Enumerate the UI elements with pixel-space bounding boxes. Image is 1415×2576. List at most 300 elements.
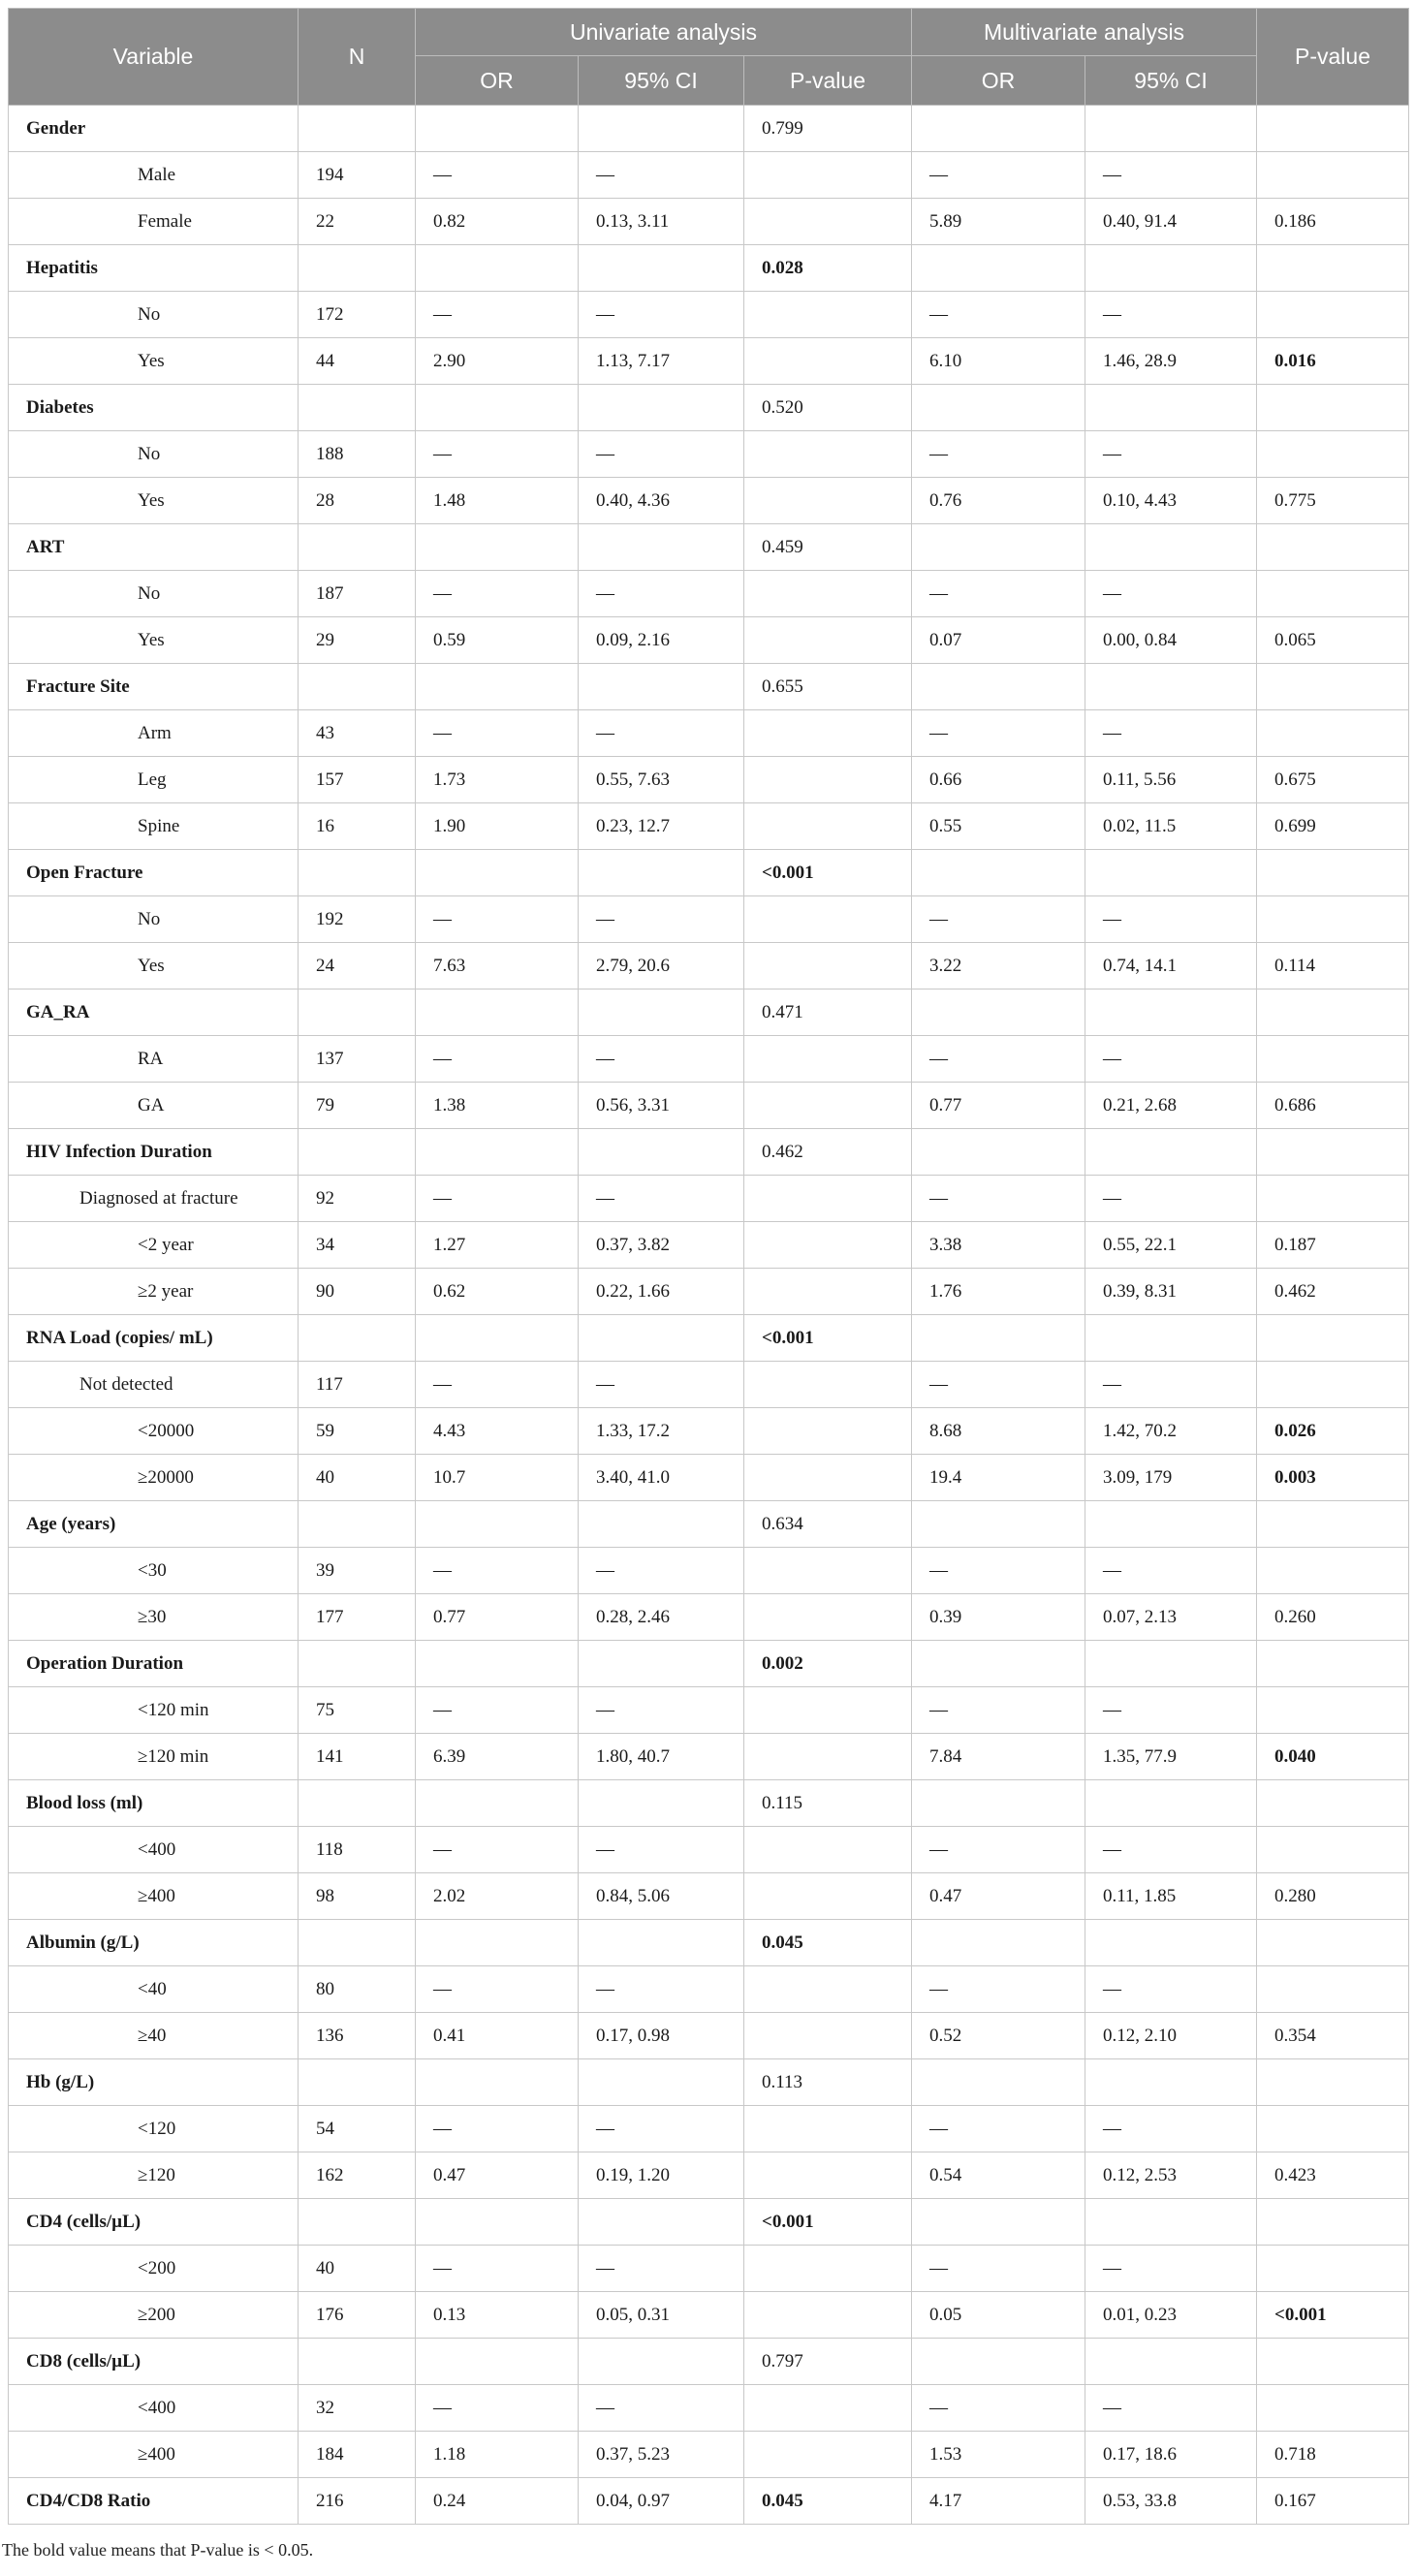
cell-uni-ci: 0.17, 0.98 <box>579 2013 744 2059</box>
cell-n: 137 <box>299 1036 416 1083</box>
cell-n: 28 <box>299 478 416 524</box>
cell-n <box>299 385 416 431</box>
cell-uni-or: 0.82 <box>416 199 579 245</box>
cell-uni-pvalue <box>744 1176 912 1222</box>
cell-uni-ci: — <box>579 1966 744 2013</box>
cell-multi-ci: 0.21, 2.68 <box>1085 1083 1257 1129</box>
header-multivariate: Multivariate analysis <box>912 9 1257 56</box>
cell-n: 43 <box>299 710 416 757</box>
cell-variable: Fracture Site <box>9 664 299 710</box>
table-row <box>9 338 1409 385</box>
cell-variable: Arm <box>9 710 299 757</box>
cell-multi-ci <box>1085 106 1257 152</box>
table-group-row <box>9 106 1409 152</box>
cell-uni-ci: 0.56, 3.31 <box>579 1083 744 1129</box>
cell-n <box>299 1315 416 1362</box>
cell-uni-or: 1.73 <box>416 757 579 803</box>
cell-uni-or: — <box>416 2385 579 2432</box>
cell-multi-or: — <box>912 710 1085 757</box>
cell-uni-ci: 3.40, 41.0 <box>579 1455 744 1501</box>
table-group-row <box>9 1501 1409 1548</box>
cell-multi-pvalue: 0.686 <box>1257 1083 1409 1129</box>
cell-multi-pvalue <box>1257 245 1409 292</box>
cell-multi-or: — <box>912 152 1085 199</box>
table-row <box>9 1966 1409 2013</box>
cell-uni-or: — <box>416 2246 579 2292</box>
cell-multi-or: 0.05 <box>912 2292 1085 2339</box>
cell-variable: Leg <box>9 757 299 803</box>
table-row <box>9 1594 1409 1641</box>
cell-multi-ci: 0.74, 14.1 <box>1085 943 1257 990</box>
cell-multi-ci: — <box>1085 1827 1257 1873</box>
cell-variable: Yes <box>9 617 299 664</box>
cell-multi-pvalue <box>1257 431 1409 478</box>
cell-multi-pvalue <box>1257 1966 1409 2013</box>
cell-multi-pvalue <box>1257 1362 1409 1408</box>
cell-variable: Not detected <box>9 1362 299 1408</box>
cell-variable: RNA Load (copies/ mL) <box>9 1315 299 1362</box>
cell-variable: CD4/CD8 Ratio <box>9 2478 299 2525</box>
cell-n <box>299 524 416 571</box>
cell-uni-or <box>416 524 579 571</box>
cell-uni-pvalue <box>744 710 912 757</box>
cell-uni-or <box>416 1129 579 1176</box>
cell-n: 44 <box>299 338 416 385</box>
cell-uni-pvalue: 0.045 <box>744 1920 912 1966</box>
cell-multi-ci: — <box>1085 1176 1257 1222</box>
cell-n: 176 <box>299 2292 416 2339</box>
cell-multi-ci: 0.53, 33.8 <box>1085 2478 1257 2525</box>
cell-uni-pvalue: 0.462 <box>744 1129 912 1176</box>
cell-uni-or: — <box>416 571 579 617</box>
cell-variable: Hepatitis <box>9 245 299 292</box>
cell-multi-ci: — <box>1085 2106 1257 2152</box>
cell-uni-ci: 0.09, 2.16 <box>579 617 744 664</box>
cell-uni-pvalue <box>744 1687 912 1734</box>
cell-n: 141 <box>299 1734 416 1780</box>
cell-multi-ci: 0.17, 18.6 <box>1085 2432 1257 2478</box>
cell-multi-or: — <box>912 2106 1085 2152</box>
cell-uni-ci: 0.55, 7.63 <box>579 757 744 803</box>
cell-variable: Blood loss (ml) <box>9 1780 299 1827</box>
cell-multi-pvalue: 0.187 <box>1257 1222 1409 1269</box>
cell-multi-or <box>912 1129 1085 1176</box>
cell-multi-ci <box>1085 385 1257 431</box>
cell-n: 40 <box>299 1455 416 1501</box>
table-row <box>9 757 1409 803</box>
cell-uni-or: — <box>416 152 579 199</box>
cell-multi-pvalue <box>1257 1501 1409 1548</box>
table-row <box>9 1083 1409 1129</box>
cell-multi-or: 7.84 <box>912 1734 1085 1780</box>
cell-multi-pvalue <box>1257 292 1409 338</box>
cell-uni-pvalue <box>744 199 912 245</box>
cell-multi-or <box>912 2199 1085 2246</box>
header-n: N <box>299 9 416 106</box>
cell-multi-ci: 0.55, 22.1 <box>1085 1222 1257 1269</box>
cell-uni-ci: 0.22, 1.66 <box>579 1269 744 1315</box>
cell-multi-pvalue <box>1257 2385 1409 2432</box>
cell-multi-pvalue <box>1257 385 1409 431</box>
results-table-container <box>8 8 1408 2525</box>
cell-multi-pvalue <box>1257 1036 1409 1083</box>
cell-uni-or: — <box>416 896 579 943</box>
cell-n <box>299 2339 416 2385</box>
cell-n: 79 <box>299 1083 416 1129</box>
cell-multi-ci <box>1085 1129 1257 1176</box>
cell-n <box>299 2199 416 2246</box>
cell-multi-pvalue: 0.016 <box>1257 338 1409 385</box>
cell-uni-or <box>416 2199 579 2246</box>
table-row <box>9 617 1409 664</box>
cell-uni-ci: — <box>579 571 744 617</box>
cell-n <box>299 106 416 152</box>
cell-multi-or: — <box>912 1176 1085 1222</box>
cell-multi-or: 3.38 <box>912 1222 1085 1269</box>
table-row <box>9 1827 1409 1873</box>
cell-uni-pvalue <box>744 2432 912 2478</box>
cell-variable: ≥120 min <box>9 1734 299 1780</box>
cell-uni-or <box>416 1315 579 1362</box>
cell-multi-ci: — <box>1085 1966 1257 2013</box>
cell-uni-or: 0.47 <box>416 2152 579 2199</box>
cell-uni-ci <box>579 2059 744 2106</box>
table-row <box>9 478 1409 524</box>
cell-multi-ci <box>1085 1780 1257 1827</box>
cell-uni-ci: — <box>579 1827 744 1873</box>
cell-multi-ci <box>1085 850 1257 896</box>
cell-multi-pvalue <box>1257 1548 1409 1594</box>
cell-multi-pvalue: 0.186 <box>1257 199 1409 245</box>
cell-multi-ci: 0.02, 11.5 <box>1085 803 1257 850</box>
table-group-row <box>9 1315 1409 1362</box>
table-row <box>9 1036 1409 1083</box>
cell-uni-pvalue <box>744 431 912 478</box>
cell-multi-pvalue: 0.462 <box>1257 1269 1409 1315</box>
cell-uni-pvalue <box>744 803 912 850</box>
cell-multi-ci: 0.07, 2.13 <box>1085 1594 1257 1641</box>
cell-uni-pvalue <box>744 478 912 524</box>
header-uni-or: OR <box>416 56 579 106</box>
header-multi-or: OR <box>912 56 1085 106</box>
cell-variable: <40 <box>9 1966 299 2013</box>
cell-uni-pvalue <box>744 2246 912 2292</box>
table-group-row <box>9 2339 1409 2385</box>
cell-uni-pvalue <box>744 2292 912 2339</box>
cell-multi-pvalue: 0.423 <box>1257 2152 1409 2199</box>
cell-n: 75 <box>299 1687 416 1734</box>
cell-variable: CD4 (cells/µL) <box>9 2199 299 2246</box>
cell-uni-or: 10.7 <box>416 1455 579 1501</box>
table-row <box>9 1269 1409 1315</box>
table-row <box>9 1176 1409 1222</box>
cell-multi-or: — <box>912 571 1085 617</box>
cell-multi-or: 0.66 <box>912 757 1085 803</box>
table-group-row <box>9 990 1409 1036</box>
cell-n <box>299 1641 416 1687</box>
table-row <box>9 2013 1409 2059</box>
cell-uni-ci <box>579 106 744 152</box>
cell-multi-or: — <box>912 431 1085 478</box>
table-row <box>9 803 1409 850</box>
cell-uni-pvalue: <0.001 <box>744 2199 912 2246</box>
cell-multi-or: — <box>912 896 1085 943</box>
cell-n: 59 <box>299 1408 416 1455</box>
cell-variable: ≥120 <box>9 2152 299 2199</box>
cell-variable: No <box>9 896 299 943</box>
cell-n: 192 <box>299 896 416 943</box>
cell-uni-or <box>416 1641 579 1687</box>
cell-n: 22 <box>299 199 416 245</box>
cell-uni-or: 0.13 <box>416 2292 579 2339</box>
cell-multi-ci: 0.11, 5.56 <box>1085 757 1257 803</box>
cell-uni-ci: — <box>579 2246 744 2292</box>
cell-multi-or <box>912 245 1085 292</box>
cell-n <box>299 1920 416 1966</box>
cell-uni-or <box>416 245 579 292</box>
cell-variable: ≥400 <box>9 1873 299 1920</box>
table-row <box>9 896 1409 943</box>
cell-multi-ci <box>1085 1315 1257 1362</box>
cell-uni-ci: — <box>579 710 744 757</box>
cell-multi-pvalue <box>1257 106 1409 152</box>
cell-multi-pvalue <box>1257 1920 1409 1966</box>
cell-uni-pvalue <box>744 1734 912 1780</box>
cell-multi-or: — <box>912 2385 1085 2432</box>
cell-multi-pvalue <box>1257 990 1409 1036</box>
cell-multi-pvalue: <0.001 <box>1257 2292 1409 2339</box>
cell-uni-pvalue <box>744 1827 912 1873</box>
cell-multi-pvalue <box>1257 2059 1409 2106</box>
cell-multi-or: 1.76 <box>912 1269 1085 1315</box>
cell-multi-or: 4.17 <box>912 2478 1085 2525</box>
cell-uni-ci: — <box>579 152 744 199</box>
cell-variable: <2 year <box>9 1222 299 1269</box>
cell-multi-or: 0.52 <box>912 2013 1085 2059</box>
table-group-row <box>9 2199 1409 2246</box>
cell-multi-pvalue: 0.167 <box>1257 2478 1409 2525</box>
cell-multi-ci: — <box>1085 431 1257 478</box>
cell-variable: <120 min <box>9 1687 299 1734</box>
table-group-row <box>9 1920 1409 1966</box>
table-row <box>9 1362 1409 1408</box>
cell-multi-ci: 0.12, 2.53 <box>1085 2152 1257 2199</box>
cell-n: 90 <box>299 1269 416 1315</box>
cell-multi-pvalue: 0.260 <box>1257 1594 1409 1641</box>
cell-uni-or: — <box>416 710 579 757</box>
cell-uni-or: — <box>416 1687 579 1734</box>
cell-uni-ci <box>579 385 744 431</box>
cell-uni-ci <box>579 990 744 1036</box>
cell-uni-ci <box>579 850 744 896</box>
cell-variable: No <box>9 292 299 338</box>
cell-uni-or: — <box>416 1176 579 1222</box>
cell-uni-or <box>416 385 579 431</box>
cell-multi-ci: — <box>1085 571 1257 617</box>
cell-multi-or <box>912 2059 1085 2106</box>
cell-uni-pvalue <box>744 1873 912 1920</box>
cell-uni-or: 1.27 <box>416 1222 579 1269</box>
cell-uni-pvalue <box>744 1548 912 1594</box>
cell-multi-pvalue <box>1257 1780 1409 1827</box>
cell-uni-ci <box>579 1780 744 1827</box>
cell-multi-pvalue <box>1257 710 1409 757</box>
cell-multi-ci: — <box>1085 2385 1257 2432</box>
cell-variable: Yes <box>9 338 299 385</box>
cell-uni-pvalue: 0.113 <box>744 2059 912 2106</box>
cell-multi-ci: — <box>1085 896 1257 943</box>
cell-n: 92 <box>299 1176 416 1222</box>
cell-multi-pvalue <box>1257 2199 1409 2246</box>
cell-multi-ci <box>1085 2059 1257 2106</box>
cell-uni-pvalue <box>744 1222 912 1269</box>
table-group-row <box>9 2059 1409 2106</box>
cell-variable: <400 <box>9 1827 299 1873</box>
cell-uni-ci <box>579 2199 744 2246</box>
cell-multi-or: — <box>912 1827 1085 1873</box>
cell-uni-ci: — <box>579 1176 744 1222</box>
cell-multi-ci: — <box>1085 292 1257 338</box>
cell-uni-or: — <box>416 1548 579 1594</box>
cell-multi-pvalue: 0.699 <box>1257 803 1409 850</box>
cell-multi-or: 0.39 <box>912 1594 1085 1641</box>
cell-multi-pvalue: 0.026 <box>1257 1408 1409 1455</box>
cell-multi-pvalue: 0.280 <box>1257 1873 1409 1920</box>
cell-uni-or: — <box>416 1827 579 1873</box>
cell-uni-pvalue <box>744 2152 912 2199</box>
table-row <box>9 199 1409 245</box>
cell-multi-or: 8.68 <box>912 1408 1085 1455</box>
cell-multi-or <box>912 850 1085 896</box>
header-variable: Variable <box>9 9 299 106</box>
cell-uni-pvalue: 0.471 <box>744 990 912 1036</box>
cell-uni-pvalue: 0.028 <box>744 245 912 292</box>
cell-n: 194 <box>299 152 416 199</box>
cell-variable: Open Fracture <box>9 850 299 896</box>
cell-uni-pvalue: <0.001 <box>744 1315 912 1362</box>
cell-uni-ci: — <box>579 2106 744 2152</box>
cell-n: 118 <box>299 1827 416 1873</box>
cell-uni-pvalue <box>744 1594 912 1641</box>
cell-n <box>299 990 416 1036</box>
table-row <box>9 152 1409 199</box>
cell-variable: GA <box>9 1083 299 1129</box>
table-row <box>9 2106 1409 2152</box>
cell-uni-ci: — <box>579 2385 744 2432</box>
cell-uni-ci: 2.79, 20.6 <box>579 943 744 990</box>
cell-multi-or: 0.07 <box>912 617 1085 664</box>
cell-uni-pvalue <box>744 896 912 943</box>
cell-uni-ci: — <box>579 1036 744 1083</box>
cell-variable: ≥40 <box>9 2013 299 2059</box>
cell-uni-or: — <box>416 431 579 478</box>
header-uni-ci: 95% CI <box>579 56 744 106</box>
cell-multi-or: — <box>912 1687 1085 1734</box>
cell-n: 177 <box>299 1594 416 1641</box>
cell-n: 188 <box>299 431 416 478</box>
cell-variable: HIV Infection Duration <box>9 1129 299 1176</box>
regression-table <box>8 8 1409 2525</box>
table-group-row <box>9 2478 1409 2525</box>
cell-n: 34 <box>299 1222 416 1269</box>
cell-uni-or: — <box>416 1966 579 2013</box>
cell-multi-or: — <box>912 1362 1085 1408</box>
table-row <box>9 1408 1409 1455</box>
cell-uni-pvalue <box>744 943 912 990</box>
cell-multi-pvalue <box>1257 2246 1409 2292</box>
table-row <box>9 2292 1409 2339</box>
cell-multi-or: — <box>912 2246 1085 2292</box>
table-row <box>9 1455 1409 1501</box>
cell-uni-pvalue <box>744 617 912 664</box>
cell-uni-ci: — <box>579 292 744 338</box>
cell-variable: <30 <box>9 1548 299 1594</box>
cell-uni-pvalue: 0.115 <box>744 1780 912 1827</box>
cell-uni-ci <box>579 1641 744 1687</box>
cell-uni-or: 1.18 <box>416 2432 579 2478</box>
cell-uni-pvalue <box>744 1083 912 1129</box>
cell-multi-pvalue: 0.065 <box>1257 617 1409 664</box>
cell-uni-or <box>416 664 579 710</box>
table-header <box>9 9 1409 106</box>
cell-multi-pvalue <box>1257 850 1409 896</box>
cell-uni-pvalue <box>744 2385 912 2432</box>
cell-uni-pvalue <box>744 571 912 617</box>
cell-n: 16 <box>299 803 416 850</box>
cell-n: 54 <box>299 2106 416 2152</box>
cell-multi-or: 0.55 <box>912 803 1085 850</box>
cell-uni-or <box>416 1920 579 1966</box>
cell-multi-pvalue: 0.040 <box>1257 1734 1409 1780</box>
cell-variable: RA <box>9 1036 299 1083</box>
cell-n: 172 <box>299 292 416 338</box>
cell-n: 24 <box>299 943 416 990</box>
cell-uni-ci <box>579 2339 744 2385</box>
cell-multi-ci <box>1085 524 1257 571</box>
cell-multi-or: — <box>912 292 1085 338</box>
cell-variable: Operation Duration <box>9 1641 299 1687</box>
cell-uni-or: 0.77 <box>416 1594 579 1641</box>
cell-variable: <120 <box>9 2106 299 2152</box>
cell-uni-pvalue: 0.634 <box>744 1501 912 1548</box>
table-group-row <box>9 850 1409 896</box>
cell-uni-pvalue: 0.002 <box>744 1641 912 1687</box>
cell-uni-ci <box>579 664 744 710</box>
cell-uni-or: — <box>416 292 579 338</box>
cell-multi-or: 3.22 <box>912 943 1085 990</box>
cell-multi-pvalue: 0.675 <box>1257 757 1409 803</box>
cell-multi-ci: 0.39, 8.31 <box>1085 1269 1257 1315</box>
cell-variable: ≥400 <box>9 2432 299 2478</box>
table-group-row <box>9 664 1409 710</box>
cell-uni-pvalue: 0.655 <box>744 664 912 710</box>
cell-multi-or: 0.76 <box>912 478 1085 524</box>
cell-variable: <20000 <box>9 1408 299 1455</box>
cell-multi-ci: 3.09, 179 <box>1085 1455 1257 1501</box>
table-row <box>9 943 1409 990</box>
cell-uni-ci <box>579 245 744 292</box>
cell-variable: Age (years) <box>9 1501 299 1548</box>
table-row <box>9 292 1409 338</box>
table-row <box>9 1222 1409 1269</box>
cell-multi-pvalue <box>1257 1315 1409 1362</box>
cell-uni-ci: 1.13, 7.17 <box>579 338 744 385</box>
cell-uni-or: 6.39 <box>416 1734 579 1780</box>
cell-uni-ci: — <box>579 1687 744 1734</box>
cell-multi-ci <box>1085 1920 1257 1966</box>
cell-uni-ci: 0.28, 2.46 <box>579 1594 744 1641</box>
table-row <box>9 1873 1409 1920</box>
